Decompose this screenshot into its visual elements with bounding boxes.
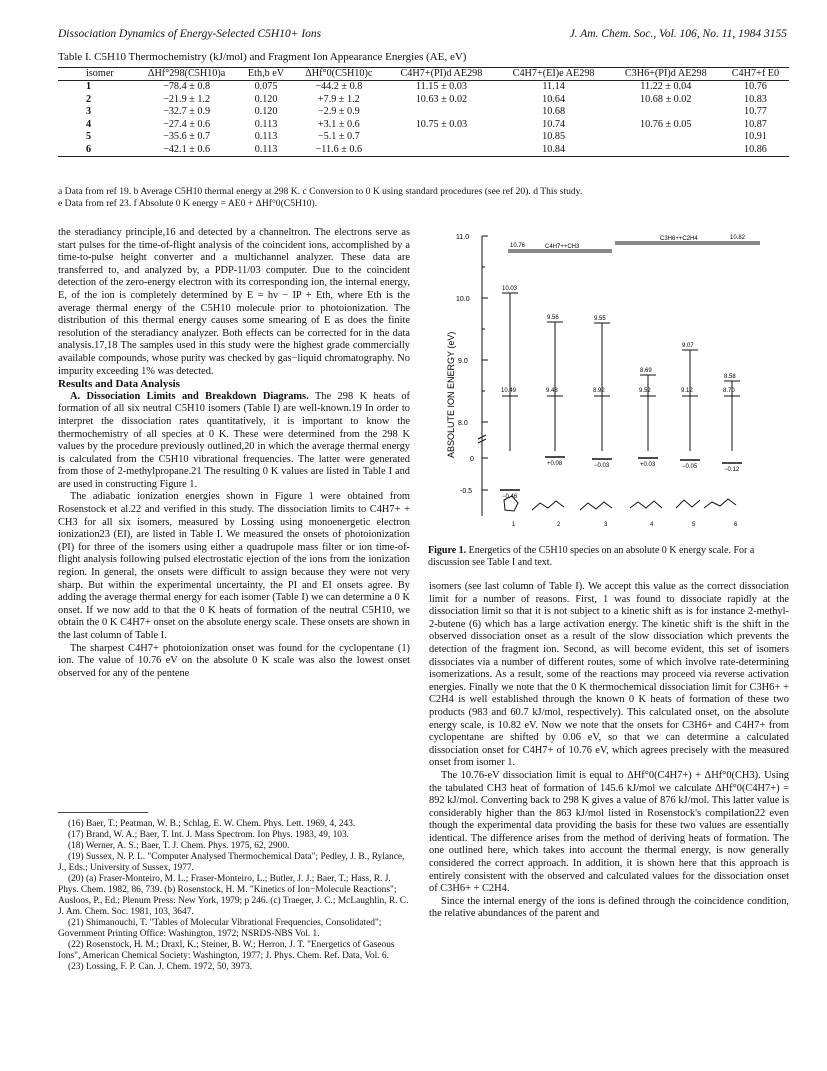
table-cell: 10.91 [743, 131, 767, 142]
ionization-energy-label: 9.12 [681, 388, 693, 394]
paragraph: isomers (see last column of Table I). We accept this value as the correct dissociation limit for a number of reasons. First, 1 was found to dissociate rapidly at the dissociation limit so that it is not subject to a kinetic shift as is for instance 2-methyl-2-butene (6) which has a large activation energy. The kinetic shift is the shift in the observed dissociation onset as a result of the slow dissociation which prevents the detection of the fragment ion. Second, as will become evident, this set of isomers dissociates via a number of different routes, some of which involve rate-determining isomerizations. As a result, some of the reactions may proceed via reverse activation energies. Finally we note that the 0 K thermochemical dissociation limit for C3H6+ + C2H4 is well established through the known 0 K heats of formation of these two products (983 and 60.7 kJ/mol, respectively). This calculated onset, on the absolute energy scale, is 10.82 eV. Now we note that the onsets for C3H6+ and C4H7+ from cyclopentane are shifted by 0.06 eV, so that we can determine a calculated dissociation onset for C4H7+ of 10.76 eV, which agrees precisely with the measured onset from isomer 1. [429, 581, 789, 769]
table-cell: 3 [86, 106, 92, 117]
subsection-heading: A. Dissociation Limits and Breakdown Diagrams. [70, 390, 309, 402]
isomer-column [680, 343, 700, 528]
right-column [429, 581, 789, 921]
reference-list [58, 819, 410, 973]
table-cell: −32.7 ± 0.9 [163, 106, 211, 117]
table-cell: 10.76 ± 0.05 [640, 118, 692, 130]
table-cell [385, 144, 497, 157]
top-level-label: 8.69 [640, 368, 652, 374]
limit-value-label: 10.76 [510, 243, 526, 249]
footnote-line-1: a Data from ref 19. b Average C5H10 thermal energy at 298 K. c Conversion to 0 K using standard procedures (see ref 20). d This study. [58, 186, 583, 197]
table-cell: −2.9 ± 0.9 [317, 106, 360, 117]
tick-label: 9.0 [458, 358, 468, 365]
top-level-label: 9.07 [682, 343, 694, 349]
table-cell: 10.76 [743, 81, 767, 92]
table-cell: 10.86 [722, 144, 789, 157]
neutral-level-label: −0.12 [724, 467, 740, 473]
table-cell: 10.63 ± 0.02 [415, 93, 468, 105]
table-cell: 0.075 [254, 81, 278, 92]
top-level-label: 10.03 [502, 286, 518, 292]
table-cell: 6 [58, 144, 133, 157]
table-cell: 10.68 ± 0.02 [640, 93, 692, 105]
ionization-energy-label: 10.49 [501, 388, 517, 394]
table-cell: −27.4 ± 0.6 [163, 118, 211, 130]
table-title: Table I. C5H10 Thermochemistry (kJ/mol) and Fragment Ion Appearance Energies (AE, eV) [58, 51, 467, 63]
tick-label: 10.0 [456, 296, 470, 303]
reference-item: (23) Lossing, F. P. Can. J. Chem. 1972, 50, 3973. [68, 962, 253, 972]
left-column [58, 227, 410, 680]
ionization-energy-label: 9.48 [546, 388, 558, 394]
table-cell: −11.6 ± 0.6 [292, 144, 385, 157]
isomer-number: 2 [557, 522, 561, 528]
references [58, 812, 410, 973]
table-cell [610, 131, 722, 144]
table-cell: −35.6 ± 0.7 [163, 131, 211, 142]
top-level-label: 9.55 [594, 316, 606, 322]
limit-species-label: C3H6++C2H4 [660, 236, 698, 242]
figure-label: Figure 1. [428, 545, 467, 556]
col-dhf298: ΔHf°298(C5H10)a [133, 68, 239, 81]
table-cell: 10.68 [542, 106, 566, 117]
col-c4h7-ei: C4H7+(EI)e AE298 [498, 68, 610, 81]
footnote-line-2: e Data from ref 23. f Absolute 0 K energy = AE0 + ΔHf°0(C5H10). [58, 198, 318, 209]
table-cell: 0.113 [240, 144, 293, 157]
y-ticks [482, 236, 488, 490]
table-cell: 10.77 [743, 106, 767, 117]
col-c4h7-pi: C4H7+(PI)d AE298 [385, 68, 497, 81]
paragraph: The adiabatic ionization energies shown in Figure 1 were obtained from Rosenstock et al.22 and verified in this study. The dissociation limits to C4H7+ + CH3 for all six isomers, measured by Lossing using monoenergetic electron ionization23 (EI), are listed in Table I. We measured the onsets of photoionization (PI) for three of the isomers using either a quadrupole mass filter or ion time-of-flight analysis following pulsed electrostatic ejection of the ions from the ionization region. In general, the onsets were difficult to assign because they were not very sharp. But within the experimental uncertainty, the PI and EI onsets agree. By adding the average thermal energy for each isomer (Table I) we can determine a 0 K onset. If we now add to that the 0 K heats of formation of the neutral C5H10, we obtain the 0 K C4H7+ onset on the absolute energy scale. These onsets are shown in the last column of Table I. [58, 491, 410, 641]
table-cell [610, 106, 722, 119]
figure-caption [428, 545, 790, 569]
journal-citation: J. Am. Chem. Soc., Vol. 106, No. 11, 1984 3155 [569, 28, 787, 40]
table-cell: 1 [86, 81, 92, 92]
table-footnotes [58, 186, 793, 210]
section-heading: Results and Data Analysis [58, 378, 180, 391]
table-cell: 5 [86, 131, 92, 142]
ionization-energy-label: 8.70 [723, 388, 735, 394]
table-row [58, 119, 789, 132]
table-cell [385, 106, 497, 119]
table-cell: +7.9 ± 1.2 [317, 93, 360, 105]
tick-label: 0 [470, 456, 474, 463]
table-cell [610, 144, 722, 157]
neutral-level-label: −0.05 [682, 464, 698, 470]
table-cell: 10.87 [743, 118, 767, 130]
table-cell: −44.2 ± 0.8 [315, 81, 363, 92]
isomer-number: 1 [512, 522, 516, 528]
neutral-level-label: +0.08 [547, 461, 563, 467]
col-eth: Eth,b eV [240, 68, 293, 81]
table-row [58, 131, 789, 144]
table-cell: 10.83 [743, 93, 767, 105]
paragraph-text: The 298 K heats of formation of all six neutral C5H10 isomers (Table I) are well-known.19 In order to interpret the dissociation rates quantitatively, it is important to know the thermochemistry of all species at 0 K. These were determined from the 298 K values by the procedure previously outlined,20 in which the average thermal energy is calculated from the C5H10 vibrational frequencies. The latter were generated from those of 2-methylpropane.21 The resulting 0 K values are listed in Table I and are used in constructing Figure 1. [58, 390, 410, 490]
table-cell: −21.9 ± 1.2 [163, 93, 211, 105]
table-cell: 10.84 [498, 144, 610, 157]
table-cell: 2 [86, 93, 92, 105]
table-cell: 11.22 ± 0.04 [640, 81, 692, 92]
col-c4h7-e0: C4H7+f E0 [722, 68, 789, 81]
ionization-energy-label: 8.92 [593, 388, 605, 394]
reference-item: (18) Werner, A. S.; Baer, T. J. Chem. Phys. 1975, 62, 2900. [68, 841, 290, 851]
table-cell: −5.1 ± 0.7 [317, 131, 360, 142]
tick-label: 11.0 [456, 234, 470, 241]
ionization-energy-label: 9.52 [639, 388, 651, 394]
reference-item: (17) Brand, W. A.; Baer, T. Int. J. Mass Spectrom. Ion Phys. 1983, 49, 103. [68, 830, 350, 840]
y-axis-label: ABSOLUTE ION ENERGY (eV) [446, 331, 456, 458]
table-cell: −42.1 ± 0.6 [133, 144, 239, 157]
col-isomer: isomer [58, 68, 133, 81]
table-cell: −78.4 ± 0.8 [163, 81, 211, 92]
table-cell: 0.120 [254, 93, 278, 105]
paragraph: the steradiancy principle,16 and detected by a channeltron. The electrons serve as start pulses for the time-of-flight analysis of the coincident ions, accomplished by a time-to-pulse height converter and a multichannel analyzer. These data are transferred to, and analyzed by, a PDP-11/03 computer. Due to the coincident detection of the zero-energy electron with its corresponding ion, the internal energy, E, of the ion is completely determined by E = hν − IP + Eth, where Eth is the average thermal energy of the C5H10 molecule prior to photoionization. The distribution of this thermal energy causes some smearing of E as does the finite resolution of the steradiancy analyzer. Both effects can be corrected for in the data analysis.17,18 The samples used in this study were the highest grade commercially available compounds, whose purity was checked by gas−liquid chromatography. No impurity exceeding 1% was detected. [58, 227, 410, 377]
neutral-level-label: −0.46 [502, 494, 518, 500]
divider [58, 812, 148, 813]
limit-species-label: C4H7++CH3 [545, 244, 580, 250]
limit-value-label: 10.82 [730, 235, 746, 241]
table-cell: 0.113 [254, 118, 278, 130]
neutral-level-label: −0.03 [594, 463, 610, 469]
table-cell: +3.1 ± 0.6 [317, 118, 360, 130]
table-cell: 0.120 [254, 106, 278, 117]
reference-item: (22) Rosenstock, H. M.; Draxl, K.; Steiner, B. W.; Herron, J. T. "Energetics of Gaseous Ions", American Chemical Society: Washington, 1977; J. Phys. Chem. Ref. Data, Vol. 6. [58, 940, 395, 961]
table-cell: 10.64 [542, 93, 566, 105]
isomer-structures [504, 496, 736, 511]
isomer-column [545, 315, 565, 528]
reference-item: (20) (a) Fraser-Monteiro, M. L.; Fraser-Monteiro, L.; Butler, J. J.; Baer, T.; Hass, R. J. Phys. Chem. 1982, 86, 739. (b) Rosenstock, H. M. "Kinetics of Ion−Molecule Reactions"; Ausloos, P., Ed.; Plenum Press: New York, 1979; p 246. (c) Traeger, J. C.; McLaughlin, R. C. J. Am. Chem. Soc. 1981, 103, 3647. [58, 874, 409, 917]
col-dhf0: ΔHf°0(C5H10)c [292, 68, 385, 81]
running-title: Dissociation Dynamics of Energy-Selected C5H10+ Ions [58, 28, 322, 40]
table-cell: 11.15 ± 0.03 [415, 81, 467, 92]
table-row [58, 81, 789, 94]
neutral-level-label: +0.03 [640, 462, 656, 468]
table-cell: 10.75 ± 0.03 [415, 118, 468, 130]
reference-item: (19) Sussex, N. P. L. "Computer Analysed Thermochemical Data"; Pedley, J. B., Rylance, J., Eds.; University of Sussex, 1977. [58, 852, 405, 873]
table-row [58, 94, 789, 107]
isomer-number: 4 [650, 522, 654, 528]
paragraph [58, 391, 410, 492]
top-level-label: 9.56 [547, 315, 559, 321]
tick-label: -0.5 [460, 488, 473, 495]
table-cell: 4 [86, 118, 92, 130]
table-cell [385, 131, 497, 144]
paragraph: The sharpest C4H7+ photoionization onset was found for the cyclopentane (1) ion. The value of 10.76 eV on the absolute 0 K scale was also the lowest onset observed for any of the pentene [58, 642, 410, 679]
isomer-column [500, 286, 520, 528]
table-cell: 10.85 [542, 131, 566, 142]
table-row [58, 106, 789, 119]
isomer-column [722, 374, 742, 528]
thermochemistry-table [58, 67, 789, 157]
col-c3h6-pi: C3H6+(PI)d AE298 [610, 68, 722, 81]
table-cell: 0.113 [254, 131, 278, 142]
top-level-label: 8.58 [724, 374, 736, 380]
isomer-number: 3 [604, 522, 608, 528]
table-cell: 11.14 [542, 81, 565, 92]
paragraph: The 10.76-eV dissociation limit is equal to ΔHf°0(C4H7+) + ΔHf°0(CH3). Using the tabulated CH3 heat of formation of 145.6 kJ/mol we calculate ΔHf°0(C4H7+) = 892 kJ/mol. Converting back to 298 K gives a value of 876 kJ/mol. This latter value is considerably higher than the 863 kJ/mol listed in Rosenstock's compilation22 even though the experimental data providing the basis for these two values are essentially identical. The difference arises from the method of deriving heats of formation. The one outlined here, which takes into account the thermal energy, is now generally considered the correct approach. In addition, it is shown here that this approach is entirely consistent with the observed and calculated values for the dissociation onset of C3H6+ + C2H4. [429, 769, 789, 895]
isomer-number: 5 [692, 522, 696, 528]
reference-item: (16) Baer, T.; Peatman, W. B.; Schlag, E. W. Chem. Phys. Lett. 1969, 4, 243. [68, 819, 356, 829]
table-cell: 10.74 [542, 118, 566, 130]
reference-item: (21) Shimanouchi, T. "Tables of Molecular Vibrational Frequencies, Consolidated"; Government Printing Office: Washington, 1972; NSRDS-NBS Vol. 1. [58, 918, 382, 939]
energy-diagram [440, 228, 790, 536]
table-row [58, 144, 789, 157]
isomer-column [592, 316, 612, 528]
isomer-number: 6 [734, 522, 738, 528]
paragraph: Since the internal energy of the ions is defined through the coincidence condition, the relative abundances of the parent and [429, 895, 789, 920]
caption-text: Energetics of the C5H10 species on an absolute 0 K energy scale. For a discussion see Table I and text. [428, 545, 755, 568]
tick-label: 8.0 [458, 420, 468, 427]
